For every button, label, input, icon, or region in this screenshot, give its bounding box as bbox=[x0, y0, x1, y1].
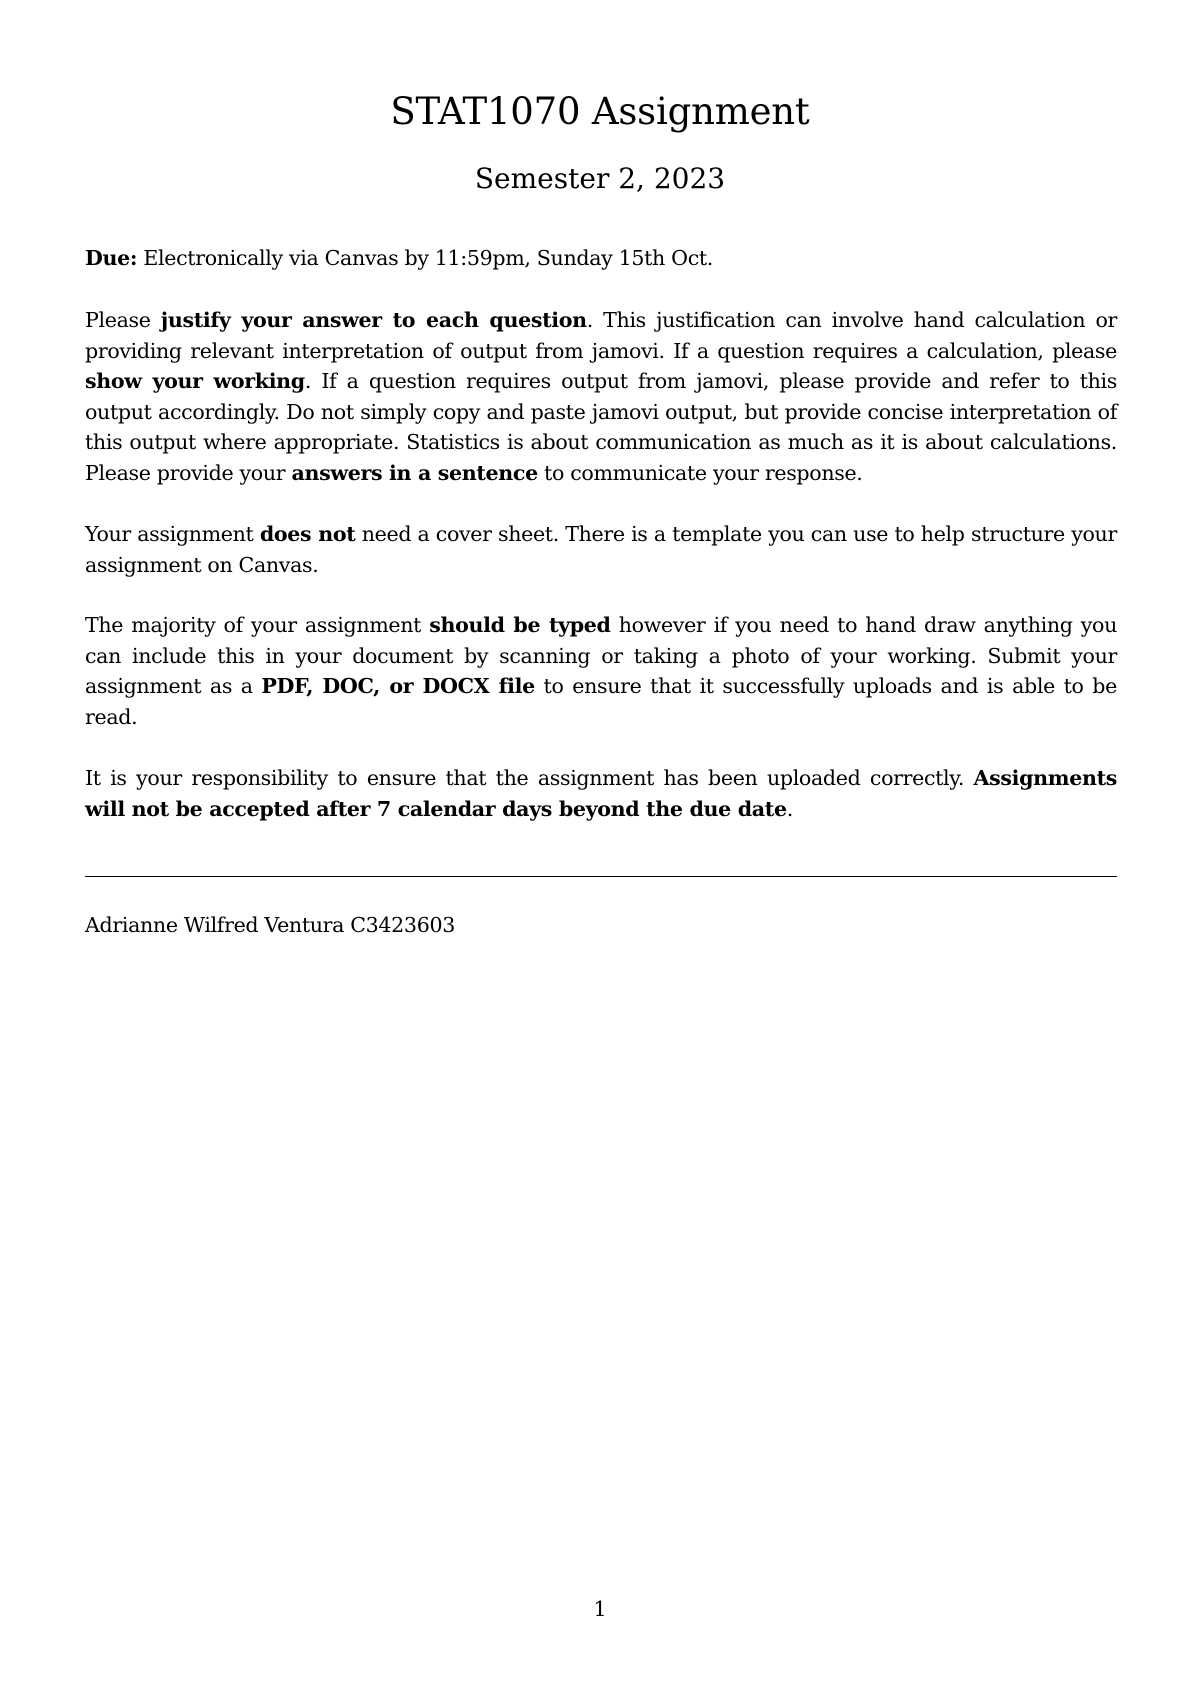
justify-text-2: . This justification can involve hand calculation or providing relevant interpretation of output from jamovi. If a question requires a calculation, please bbox=[85, 308, 1117, 363]
justify-bold-1: justify your answer to each question bbox=[160, 308, 587, 332]
resp-bold-1: Assignments will not be accepted after 7 calendar days beyond the due date bbox=[85, 766, 1117, 821]
cover-text-2: need a cover sheet. There is a template you can use to help structure your assignment on Canvas. bbox=[85, 522, 1117, 577]
responsibility-paragraph bbox=[85, 763, 1117, 824]
author-line: Adrianne Wilfred Ventura C3423603 bbox=[85, 913, 455, 937]
horizontal-divider bbox=[85, 876, 1117, 877]
justification-paragraph bbox=[85, 305, 1117, 489]
cover-text-1: Your assignment bbox=[85, 522, 260, 546]
typed-bold-1: should be typed bbox=[429, 613, 611, 637]
typed-text-3: to ensure that it successfully uploads and is able to be read. bbox=[85, 674, 1117, 729]
justify-text-3: . If a question requires output from jamovi, please provide and refer to this output accordingly. Do not simply copy and paste jamovi output, but provide concise interpretation of this output where appropriate. Statistics is about communication as much as it is about calculations. Please provide your bbox=[85, 369, 1117, 485]
due-text: Electronically via Canvas by 11:59pm, Sunday 15th Oct. bbox=[137, 246, 713, 270]
justify-bold-2: show your working bbox=[85, 369, 305, 394]
typed-paragraph bbox=[85, 610, 1117, 732]
typed-text-2: however if you need to hand draw anything you can include this in your document by scanning or taking a photo of your working. Submit your assignment as a bbox=[85, 613, 1117, 699]
document-subtitle: Semester 2, 2023 bbox=[474, 162, 726, 195]
cover-bold-1: does not bbox=[259, 522, 356, 546]
resp-text-1: It is your responsibility to ensure that the assignment has been uploaded correctly. bbox=[85, 766, 974, 790]
typed-bold-2: PDF, DOC, or DOCX file bbox=[261, 674, 535, 699]
cover-sheet-paragraph bbox=[85, 519, 1117, 580]
due-paragraph bbox=[85, 243, 1117, 274]
page-number: 1 bbox=[593, 1597, 607, 1621]
typed-text-1: The majority of your assignment bbox=[85, 613, 430, 637]
due-label: Due: bbox=[85, 246, 138, 270]
document-title: STAT1070 Assignment bbox=[390, 90, 810, 133]
justify-text-4: to communicate your response. bbox=[537, 460, 863, 485]
resp-text-2: . bbox=[786, 796, 793, 821]
justify-text-1: Please bbox=[85, 308, 161, 332]
justify-bold-3: answers in a sentence bbox=[291, 460, 538, 485]
